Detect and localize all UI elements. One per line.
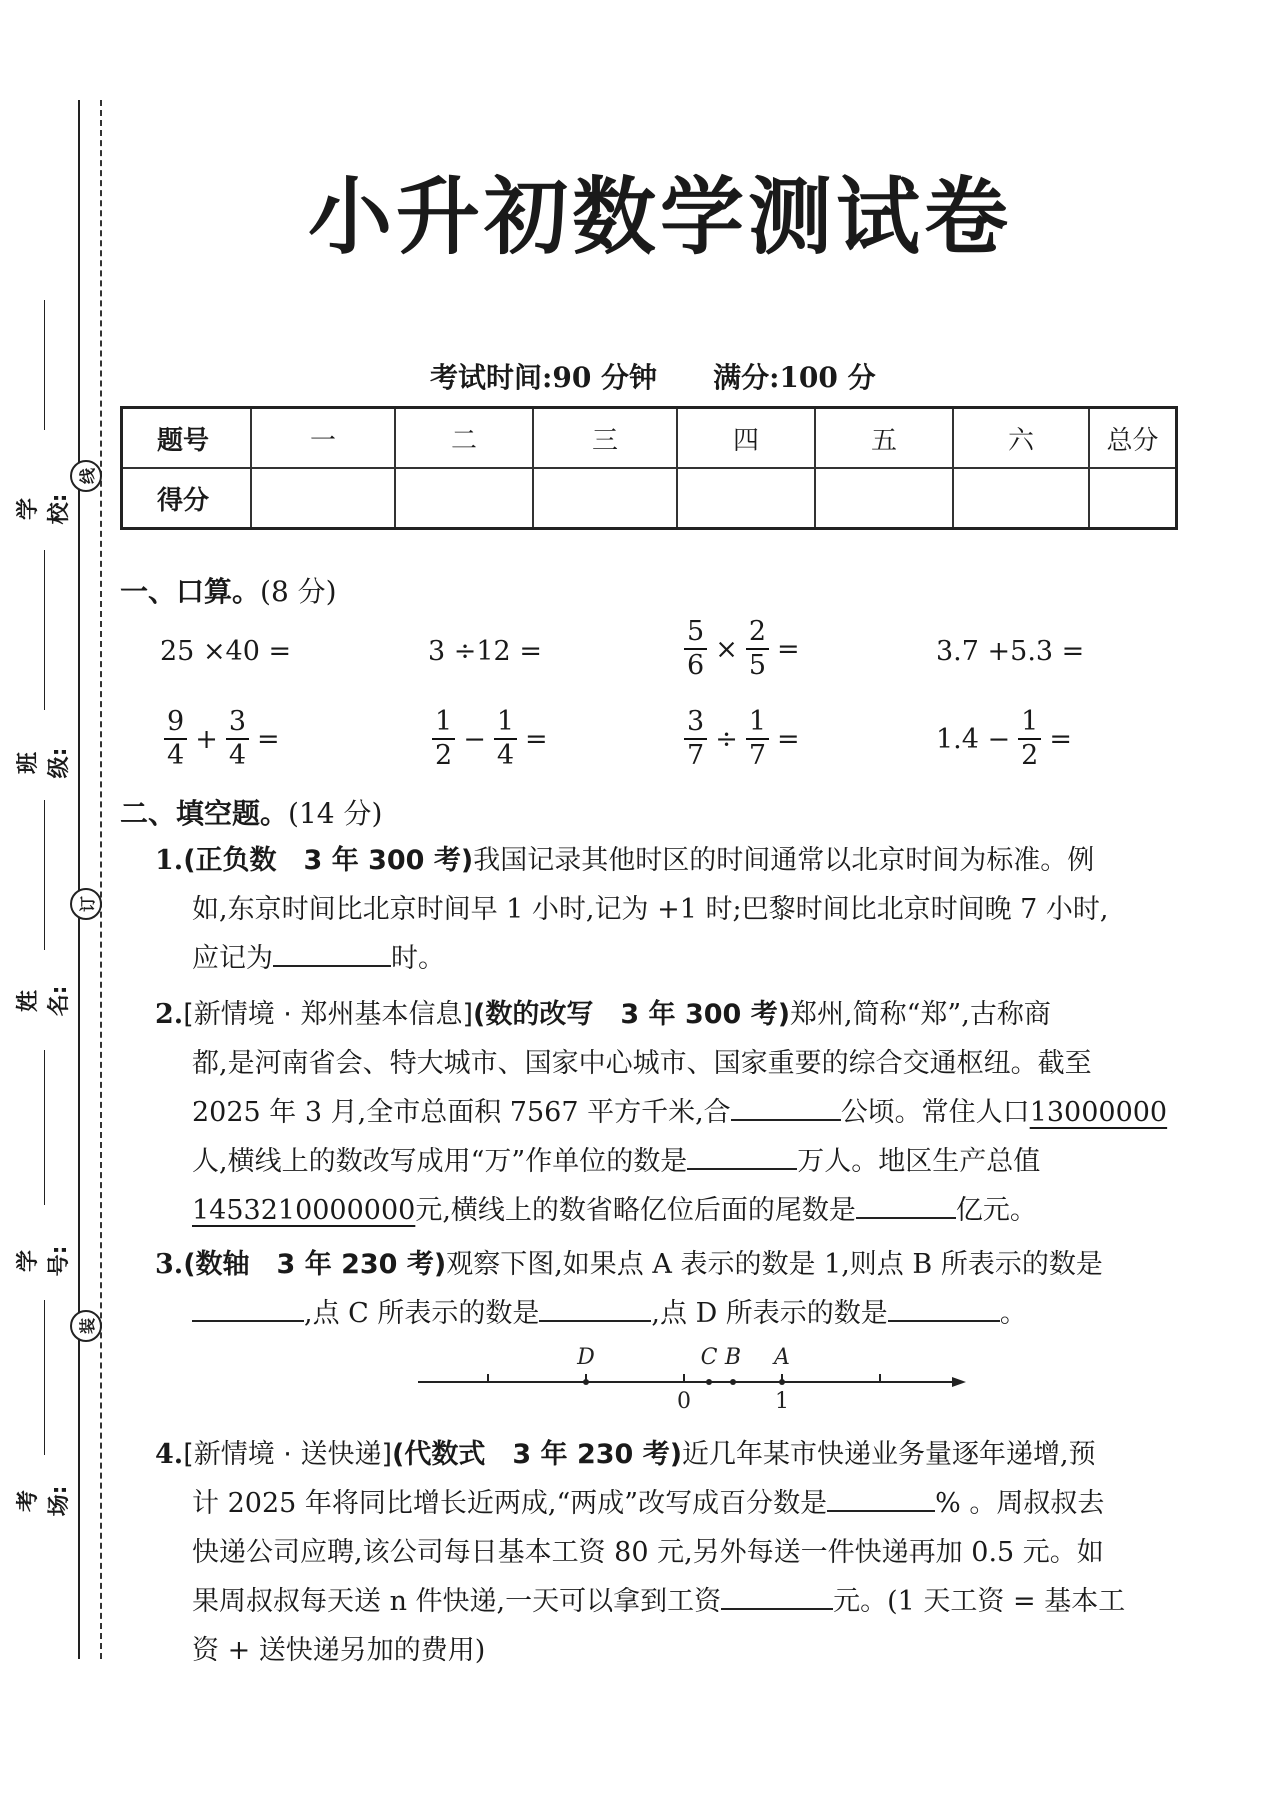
question-text: 元。(1 天工资 = 基本工 bbox=[833, 1586, 1126, 1617]
question-text: 。 bbox=[999, 1298, 1027, 1329]
question-text: % 。周叔叔去 bbox=[935, 1488, 1105, 1519]
question-text: 2025 年 3 月,全市总面积 7567 平方千米,合 bbox=[192, 1097, 731, 1128]
point-c bbox=[706, 1379, 712, 1385]
score-table-col: 五 bbox=[815, 408, 953, 469]
calc-3 bbox=[680, 616, 800, 682]
question-4-line4 bbox=[155, 1577, 1185, 1626]
question-2 bbox=[155, 990, 1185, 1235]
answer-blank[interactable] bbox=[192, 1290, 304, 1322]
answer-blank[interactable] bbox=[856, 1187, 956, 1219]
operator: × bbox=[715, 633, 738, 665]
question-text: 应记为 bbox=[192, 943, 273, 974]
calc-7 bbox=[680, 706, 800, 772]
question-1-line2: 如,东京时间比北京时间早 1 小时,记为 +1 时;巴黎时间比北京时间晚 7 小时, bbox=[192, 894, 1109, 925]
question-4-line3: 快递公司应聘,该公司每日基本工资 80 元,另外每送一件快递再加 0.5 元。如 bbox=[192, 1537, 1104, 1568]
question-2-line3 bbox=[155, 1088, 1185, 1137]
numerator: 1 bbox=[1018, 706, 1041, 740]
label-a: A bbox=[774, 1346, 790, 1370]
question-1-line1 bbox=[155, 836, 1185, 885]
question-2-line2: 都,是河南省会、特大城市、国家中心城市、国家重要的综合交通枢纽。截至 bbox=[192, 1048, 1092, 1079]
denominator: 4 bbox=[228, 740, 246, 771]
denominator: 2 bbox=[435, 740, 453, 771]
operator: ÷ bbox=[715, 723, 738, 755]
question-1-line3 bbox=[155, 934, 1185, 983]
question-tag: (代数式 3 年 230 考) bbox=[392, 1439, 683, 1470]
question-number: 2. bbox=[155, 999, 184, 1030]
score-cell[interactable] bbox=[251, 468, 395, 529]
numerator: 1 bbox=[494, 706, 517, 740]
binding-dashed-line bbox=[100, 100, 102, 1659]
question-text: 观察下图,如果点 A 表示的数是 1,则点 B 所表示的数是 bbox=[446, 1249, 1103, 1280]
binding-solid-line bbox=[78, 100, 80, 1659]
numerator: 3 bbox=[684, 706, 707, 740]
question-3 bbox=[155, 1240, 1185, 1338]
equals: = bbox=[777, 633, 800, 665]
question-4-line5: 资 + 送快递另加的费用) bbox=[192, 1635, 486, 1666]
score-table-header-row bbox=[122, 408, 1177, 469]
question-text: 人,横线上的数改写成用“万”作单位的数是 bbox=[192, 1146, 688, 1177]
point-a bbox=[779, 1379, 785, 1385]
numerator: 5 bbox=[684, 616, 707, 650]
number-line-arrow bbox=[952, 1377, 966, 1387]
calc-5 bbox=[160, 706, 280, 772]
score-cell[interactable] bbox=[815, 468, 953, 529]
score-table-score-label: 得分 bbox=[122, 468, 252, 529]
fraction bbox=[1018, 706, 1041, 772]
numerator: 1 bbox=[746, 706, 769, 740]
score-cell[interactable] bbox=[953, 468, 1089, 529]
score-table-col: 二 bbox=[395, 408, 533, 469]
question-context: [新情境 · 郑州基本信息] bbox=[183, 999, 474, 1030]
exam-time: 考试时间:90 分钟 bbox=[430, 361, 658, 394]
question-4-line2 bbox=[155, 1479, 1185, 1528]
equals: = bbox=[777, 723, 800, 755]
denominator: 5 bbox=[748, 650, 766, 681]
label-b: B bbox=[724, 1346, 742, 1370]
question-text: 时。 bbox=[391, 943, 445, 974]
score-table bbox=[120, 406, 1178, 530]
question-context: [新情境 · 送快递] bbox=[183, 1439, 393, 1470]
section2-title: 二、填空题。 bbox=[120, 797, 289, 830]
calc-2: 3 ÷12 = bbox=[428, 636, 542, 667]
exam-full-score: 满分:100 分 bbox=[713, 361, 876, 394]
question-3-line2 bbox=[155, 1289, 1185, 1338]
expression-prefix: 1.4 − bbox=[936, 723, 1011, 755]
point-b bbox=[730, 1379, 736, 1385]
answer-blank[interactable] bbox=[827, 1480, 935, 1512]
numerator: 1 bbox=[432, 706, 455, 740]
question-number: 4. bbox=[155, 1439, 184, 1470]
school-underline bbox=[44, 300, 45, 430]
fraction bbox=[226, 706, 249, 772]
score-cell[interactable] bbox=[677, 468, 815, 529]
denominator: 4 bbox=[167, 740, 185, 771]
exam-info bbox=[430, 356, 932, 396]
question-3-line1 bbox=[155, 1240, 1185, 1289]
fraction bbox=[746, 706, 769, 772]
question-tag: (数的改写 3 年 300 考) bbox=[473, 999, 791, 1030]
number-line-diagram bbox=[410, 1346, 970, 1410]
score-cell[interactable] bbox=[533, 468, 677, 529]
score-table-score-row bbox=[122, 468, 1177, 529]
question-text: 我国记录其他时区的时间通常以北京时间为标准。例 bbox=[473, 845, 1095, 876]
calc-8 bbox=[936, 706, 1072, 772]
section1-title: 一、口算。 bbox=[120, 575, 261, 608]
question-text: 郑州,简称“郑”,古称商 bbox=[790, 999, 1051, 1030]
question-text: 亿元。 bbox=[955, 1195, 1037, 1226]
question-text: 计 2025 年将同比增长近两成,“两成”改写成百分数是 bbox=[192, 1488, 828, 1519]
answer-blank[interactable] bbox=[888, 1290, 1000, 1322]
operator: + bbox=[195, 723, 218, 755]
answer-blank[interactable] bbox=[687, 1138, 797, 1170]
class-label: 班级: bbox=[16, 747, 72, 779]
question-number: 3. bbox=[155, 1249, 184, 1280]
fraction bbox=[432, 706, 455, 772]
label-d: D bbox=[577, 1346, 595, 1370]
section1-heading bbox=[120, 570, 337, 610]
score-table-col: 一 bbox=[251, 408, 395, 469]
question-text: ,点 C 所表示的数是 bbox=[304, 1298, 540, 1329]
question-1 bbox=[155, 836, 1185, 983]
point-d bbox=[583, 1379, 589, 1385]
equals: = bbox=[1049, 723, 1072, 755]
score-table-col: 六 bbox=[953, 408, 1089, 469]
calc-1: 25 ×40 = bbox=[160, 636, 292, 667]
student-id-label: 学号: bbox=[16, 1245, 72, 1277]
question-text: 果周叔叔每天送 n 件快递,一天可以拿到工资 bbox=[192, 1586, 722, 1617]
section1-points: (8 分) bbox=[260, 575, 337, 608]
question-2-line4 bbox=[155, 1137, 1185, 1186]
answer-blank[interactable] bbox=[731, 1089, 841, 1121]
question-2-line1 bbox=[155, 990, 1185, 1039]
question-text: 万人。地区生产总值 bbox=[797, 1146, 1041, 1177]
equals: = bbox=[525, 723, 548, 755]
fraction bbox=[684, 706, 707, 772]
score-table-header-label: 题号 bbox=[122, 408, 252, 469]
question-4 bbox=[155, 1430, 1185, 1675]
label-one: 1 bbox=[775, 1389, 789, 1410]
denominator: 7 bbox=[687, 740, 705, 771]
section2-heading bbox=[120, 792, 382, 832]
exam-room-underline bbox=[44, 1300, 45, 1455]
denominator: 4 bbox=[496, 740, 514, 771]
binding-circle-zhuang: 装 bbox=[70, 1310, 102, 1342]
numerator: 2 bbox=[746, 616, 769, 650]
score-table-col: 三 bbox=[533, 408, 677, 469]
score-table-col: 四 bbox=[677, 408, 815, 469]
name-label: 姓名: bbox=[16, 985, 72, 1017]
fraction bbox=[746, 616, 769, 682]
denominator: 7 bbox=[748, 740, 766, 771]
underlined-number: 1453210000000 bbox=[192, 1195, 416, 1226]
fraction bbox=[164, 706, 187, 772]
operator: − bbox=[463, 723, 486, 755]
exam-room-label: 考场: bbox=[16, 1485, 72, 1517]
underlined-number: 13000000 bbox=[1029, 1097, 1168, 1128]
numerator: 9 bbox=[164, 706, 187, 740]
student-id-underline bbox=[44, 1050, 45, 1205]
class-underline bbox=[44, 550, 45, 710]
answer-blank[interactable] bbox=[539, 1290, 651, 1322]
question-text: 近几年某市快递业务量逐年递增,预 bbox=[682, 1439, 1096, 1470]
calc-6 bbox=[428, 706, 548, 772]
section2-points: (14 分) bbox=[288, 797, 383, 830]
label-c: C bbox=[700, 1346, 718, 1370]
question-4-line1 bbox=[155, 1430, 1185, 1479]
label-zero: 0 bbox=[677, 1389, 691, 1410]
number-line-ticks bbox=[488, 1374, 880, 1382]
numerator: 3 bbox=[226, 706, 249, 740]
calc-4: 3.7 +5.3 = bbox=[936, 636, 1085, 667]
denominator: 6 bbox=[687, 650, 705, 681]
score-cell[interactable] bbox=[1089, 468, 1177, 529]
answer-blank[interactable] bbox=[273, 935, 391, 967]
equals: = bbox=[257, 723, 280, 755]
score-table-col: 总分 bbox=[1089, 408, 1177, 469]
question-tag: (正负数 3 年 300 考) bbox=[183, 845, 474, 876]
question-tag: (数轴 3 年 230 考) bbox=[183, 1249, 447, 1280]
question-number: 1. bbox=[155, 845, 184, 876]
fraction bbox=[494, 706, 517, 772]
question-text: 元,横线上的数省略亿位后面的尾数是 bbox=[415, 1195, 856, 1226]
binding-circle-xian: 线 bbox=[70, 460, 102, 492]
answer-blank[interactable] bbox=[721, 1578, 833, 1610]
binding-circle-ding: 订 bbox=[70, 888, 102, 920]
name-underline bbox=[44, 800, 45, 950]
question-2-line5 bbox=[155, 1186, 1185, 1235]
score-cell[interactable] bbox=[395, 468, 533, 529]
question-text: 公顷。常住人口 bbox=[840, 1097, 1030, 1128]
denominator: 2 bbox=[1021, 740, 1039, 771]
page-title: 小升初数学测试卷 bbox=[307, 168, 1012, 266]
question-text: ,点 D 所表示的数是 bbox=[651, 1298, 888, 1329]
fraction bbox=[684, 616, 707, 682]
school-label: 学校: bbox=[16, 493, 72, 525]
